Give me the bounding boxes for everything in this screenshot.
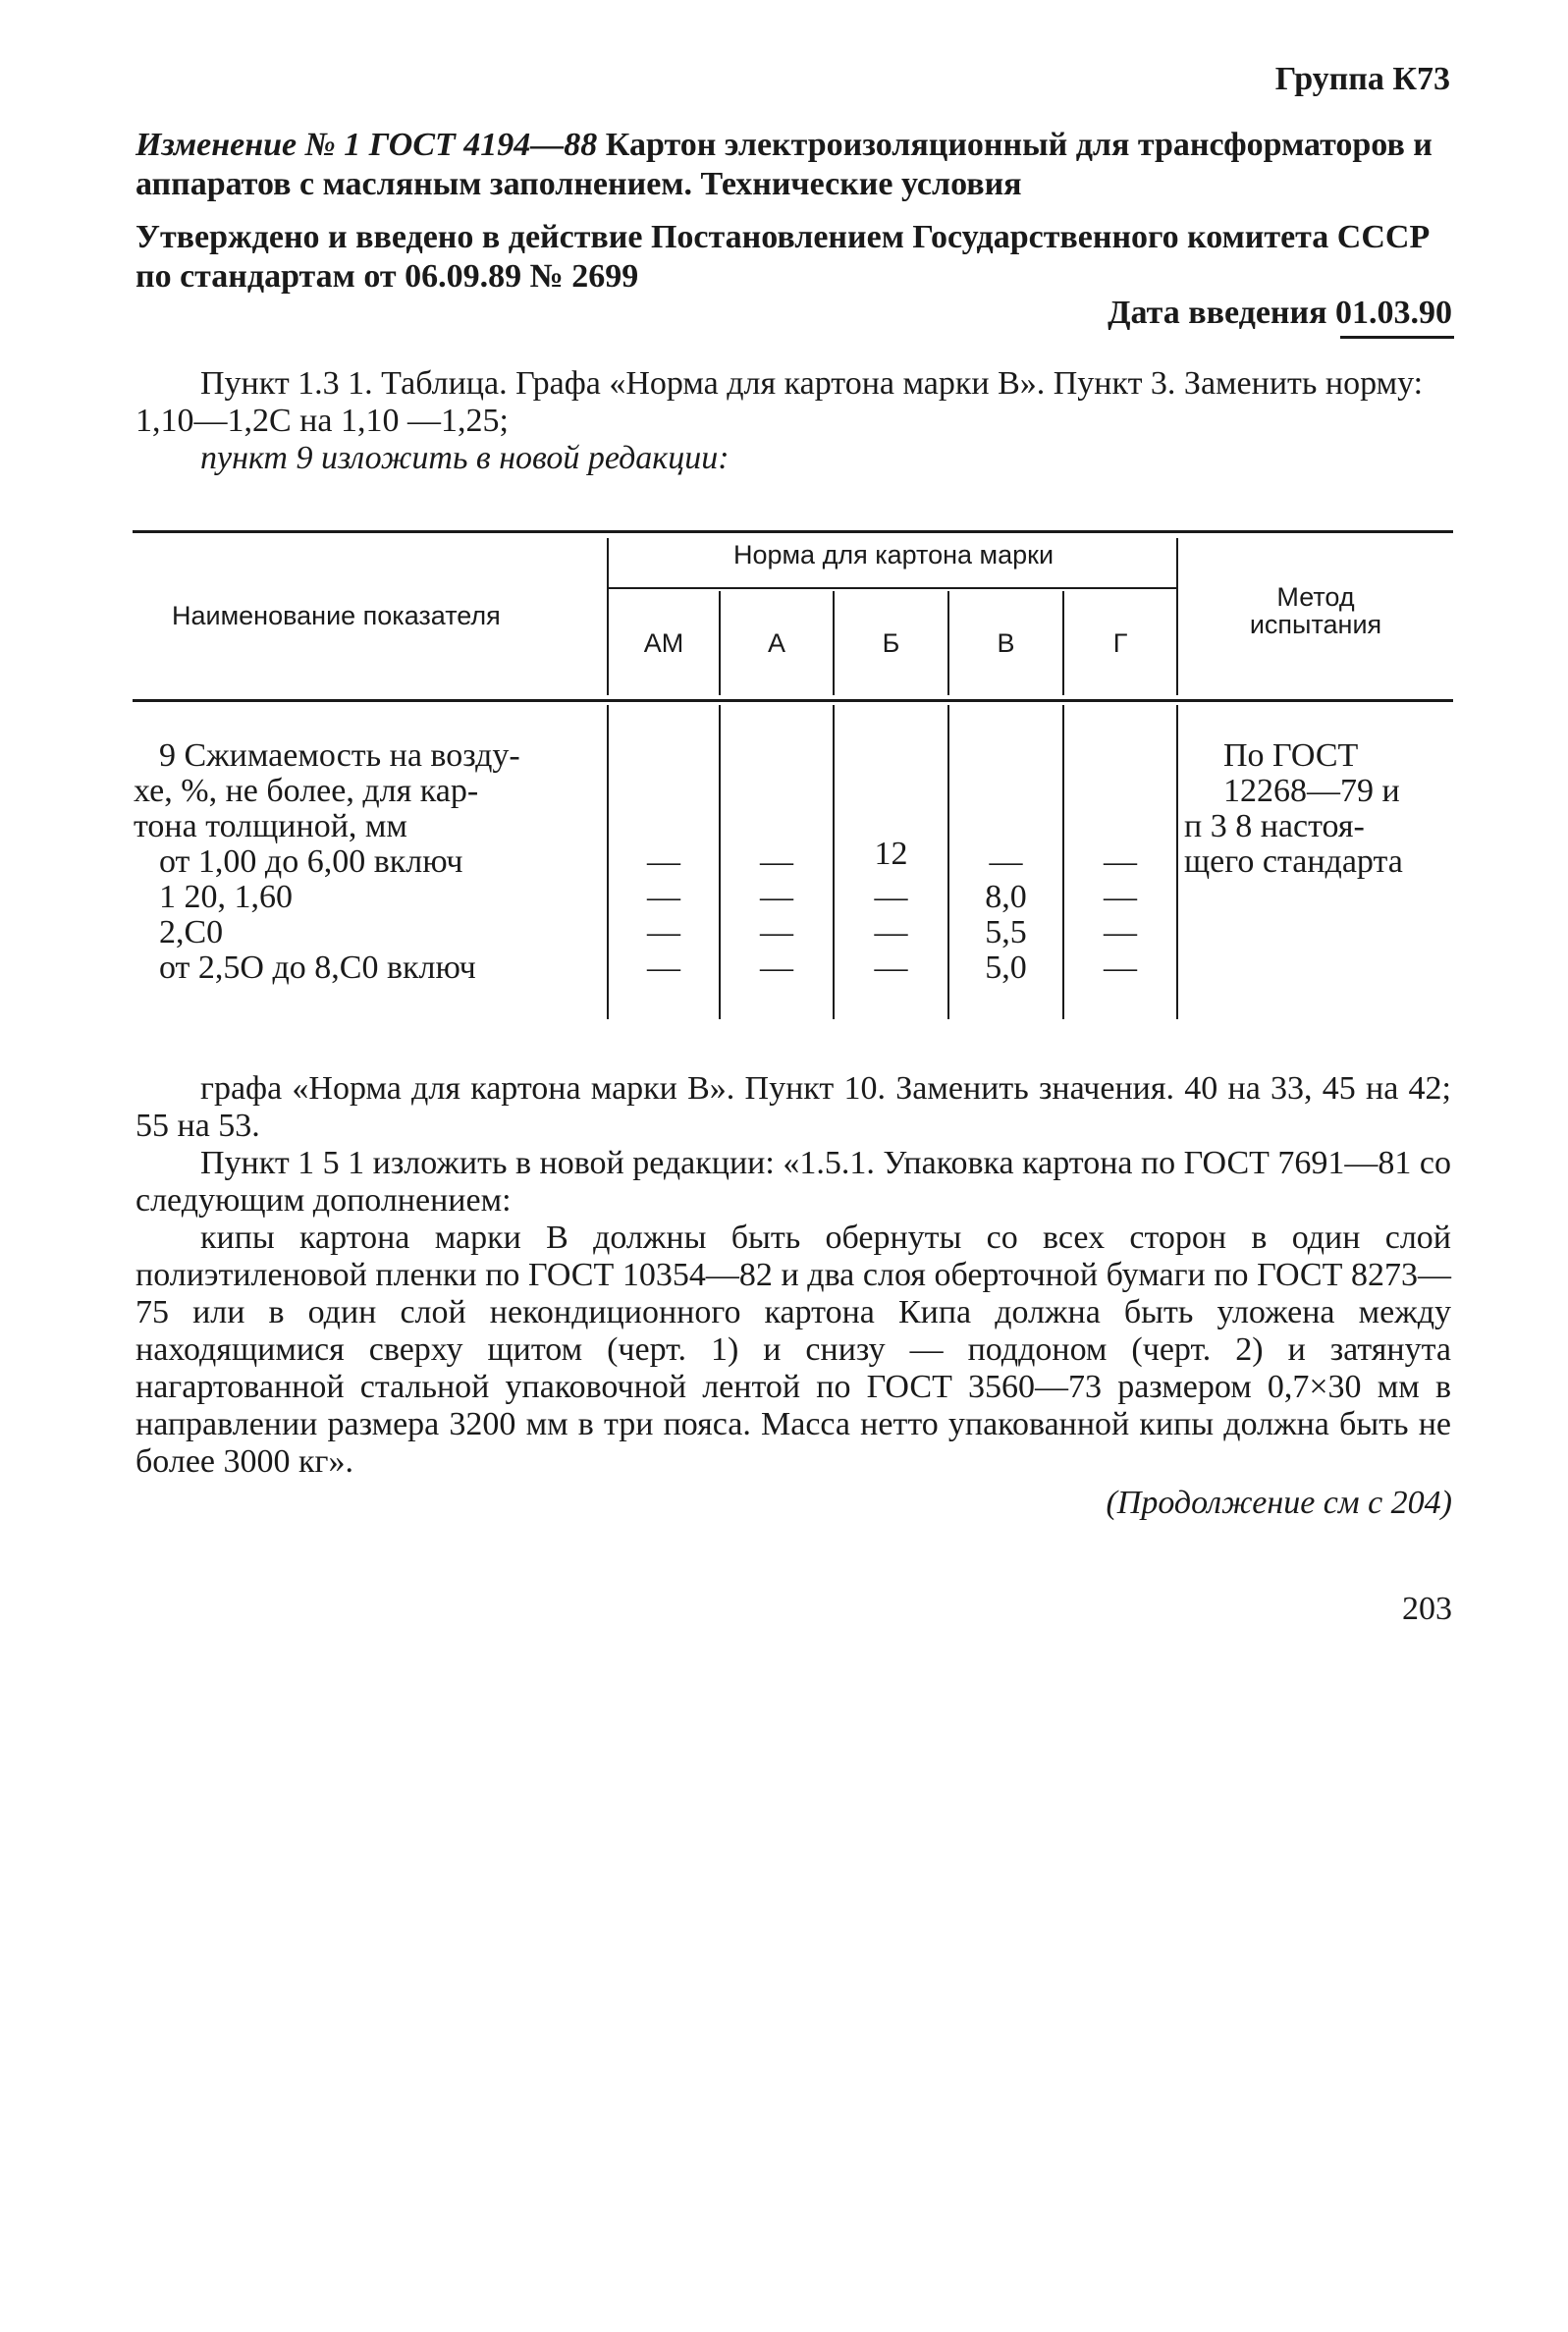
- amendment-title: Картон электроизоляционный для трансформаторов и аппаратов с масляным заполнением. Технические условия: [135, 127, 1433, 202]
- value-r1-am: —: [647, 843, 680, 880]
- property-title-line-3: тона толщиной, мм: [134, 808, 407, 844]
- paragraph-2-line-1: графа «Норма для картона марки В». Пункт 10. Заменить значения. 40 на 33, 45 на 42; 55 на 53.: [135, 1070, 1451, 1144]
- page-number: 203: [1402, 1591, 1452, 1627]
- value-r4-b: —: [874, 949, 908, 986]
- column-header-method: [1178, 583, 1453, 638]
- paragraph-2-line-2: Пункт 1 5 1 изложить в новой редакции: «1.5.1. Упаковка картона по ГОСТ 7691—81 со следующим дополнением:: [135, 1145, 1451, 1219]
- row-label-2: 1 20, 1,60: [159, 879, 293, 915]
- table-header-rule: [133, 699, 1453, 702]
- grade-header-am: АМ: [643, 628, 684, 658]
- grade-header-b: Б: [882, 628, 900, 658]
- value-r1-b: 12: [874, 836, 908, 872]
- value-r3-a: —: [760, 914, 793, 950]
- test-method-line-2: 12268—79 и: [1223, 773, 1400, 809]
- table-body-vline-6: [1176, 705, 1178, 1019]
- approval-statement: Утверждено и введено в действие Постановлением Государственного комитета СССР по стандартам от 06.09.89 № 2699: [135, 219, 1431, 295]
- value-r2-v: 8,0: [985, 879, 1027, 915]
- value-r2-b: —: [874, 879, 908, 915]
- amendment-heading: [135, 126, 1451, 204]
- test-method-line-3: п 3 8 настоя-: [1184, 808, 1365, 844]
- property-title: [134, 737, 601, 844]
- property-title-line-1: 9 Сжимаемость на возду-: [159, 737, 520, 774]
- value-r4-am: —: [647, 949, 680, 986]
- value-r3-am: —: [647, 914, 680, 950]
- paragraph-1-text: Пункт 1.3 1. Таблица. Графа «Норма для картона марки В». Пункт 3. Заменить норму: 1,10—1,2С на 1,10 —1,25;: [135, 365, 1424, 439]
- test-method: [1184, 738, 1453, 880]
- row-label-1: от 1,00 до 6,00 включ: [159, 843, 463, 880]
- method-header-line-1: Метод: [1276, 582, 1355, 612]
- continuation-note: (Продолжение см с 204): [1106, 1485, 1452, 1521]
- value-r3-v: 5,5: [985, 914, 1027, 950]
- grade-header-a: А: [767, 628, 785, 658]
- value-r3-g: —: [1104, 914, 1137, 950]
- value-r3-b: —: [874, 914, 908, 950]
- date-underline: [1340, 336, 1454, 339]
- value-r4-v: 5,0: [985, 949, 1027, 986]
- value-r1-a: —: [760, 843, 793, 880]
- value-r4-a: —: [760, 949, 793, 986]
- grade-header-v: В: [997, 628, 1015, 658]
- property-title-line-2: хе, %, не более, для кар-: [134, 773, 479, 809]
- group-code: Группа К73: [1274, 61, 1450, 97]
- test-method-line-1: По ГОСТ: [1223, 737, 1359, 774]
- row-label-4: от 2,5О до 8,С0 включ: [159, 949, 476, 986]
- value-r2-a: —: [760, 879, 793, 915]
- column-header-norm: Норма для картона марки: [732, 540, 1054, 569]
- paragraph-2: [135, 1070, 1451, 1481]
- value-r2-g: —: [1104, 879, 1137, 915]
- value-r1-v: —: [989, 843, 1023, 880]
- row-label-3: 2,С0: [159, 914, 224, 950]
- method-header-line-2: испытания: [1249, 610, 1382, 639]
- value-r1-g: —: [1104, 843, 1137, 880]
- table-top-rule: [133, 530, 1453, 533]
- introduction-date: Дата введения 01.03.90: [1108, 295, 1452, 331]
- test-method-line-4: щего стандарта: [1184, 843, 1403, 880]
- table-subheader-rule: [609, 587, 1178, 589]
- amendment-number: Изменение № 1 ГОСТ 4194—88: [135, 127, 598, 163]
- paragraph-1-italic: пункт 9 изложить в новой редакции:: [200, 440, 730, 476]
- paragraph-2-line-3: кипы картона марки В должны быть обернуты со всех сторон в один слой полиэтиленовой пленки по ГОСТ 10354—82 и два слоя оберточной бумаги по ГОСТ 8273—75 или в один слой некондиционного картона Кипа должна быть уложена между находящимися сверху щитом (черт. 1) и снизу — поддоном (черт. 2) и затянута нагартованной стальной упаковочной лентой по ГОСТ 3560—73 размером 0,7×30 мм в направлении размера 3200 мм в три пояса. Масса нетто упакованной кипы должна быть не более 3000 кг».: [135, 1220, 1451, 1480]
- column-header-name: Наименование показателя: [172, 601, 501, 630]
- value-r2-am: —: [647, 879, 680, 915]
- paragraph-1: [135, 365, 1451, 477]
- value-r4-g: —: [1104, 949, 1137, 986]
- grade-header-g: Г: [1112, 628, 1128, 658]
